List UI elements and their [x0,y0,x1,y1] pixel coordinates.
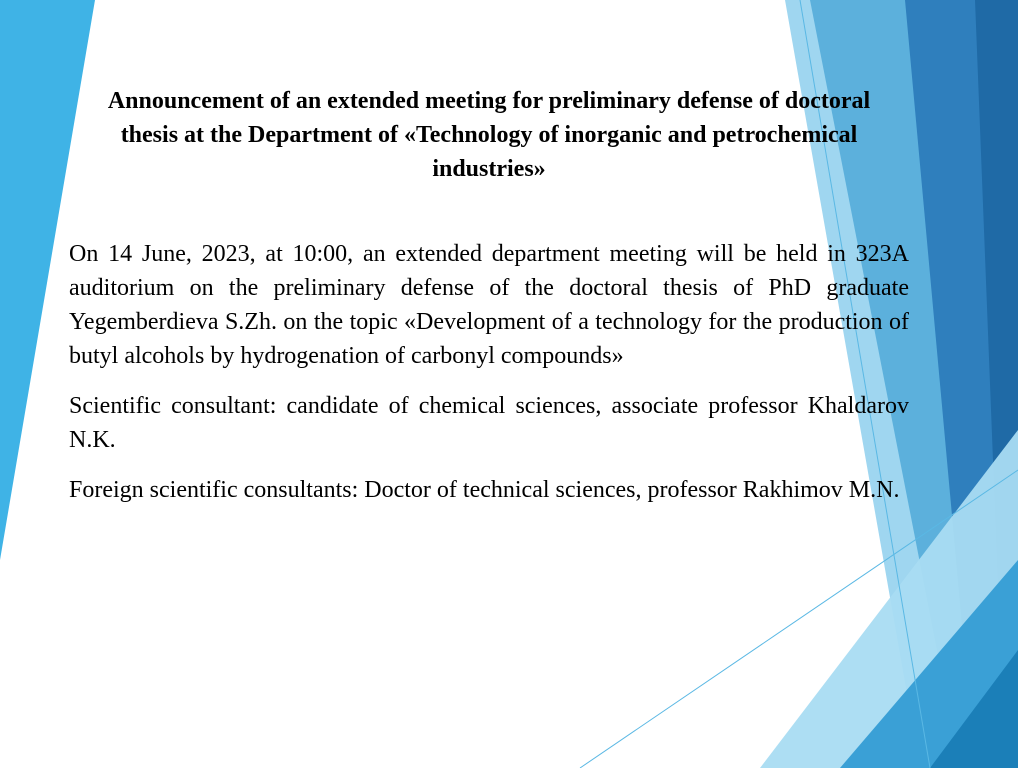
consultant-paragraph: Scientific consultant: candidate of chemical sciences, associate professor Khaldarov N.K. [69,393,909,453]
foreign-consultant-paragraph: Foreign scientific consultants: Doctor of technical sciences, professor Rakhimov M.N. [69,477,900,503]
announcement-body [69,237,909,523]
page-title: Announcement of an extended meeting for preliminary defense of doctoral thesis at the Department of «Technology of inorganic and petrochemical industries» [107,88,871,182]
meeting-paragraph: On 14 June, 2023, at 10:00, an extended department meeting will be held in 323A auditorium on the preliminary defense of the doctoral thesis of PhD graduate Yegemberdieva S.Zh. on the topic «Development of a technology for the production of butyl alcohols by hydrogenation of carbonyl compounds» [69,241,909,369]
